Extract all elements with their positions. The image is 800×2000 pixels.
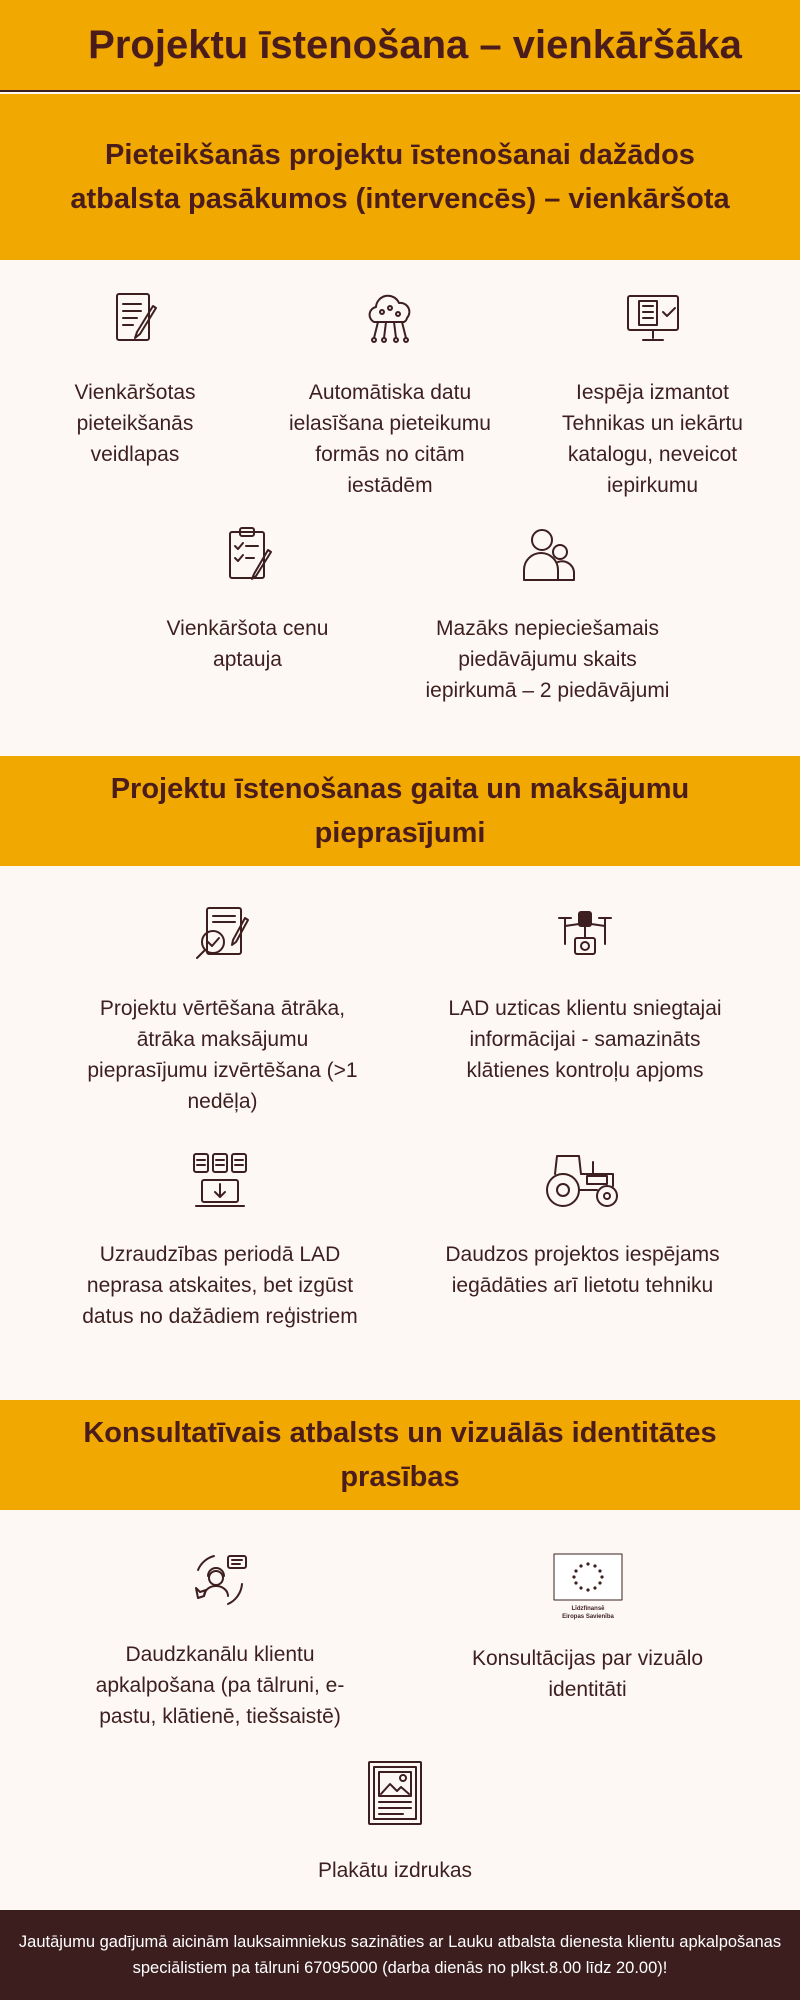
- feature-simplified-forms: [40, 288, 230, 470]
- feature-faster-evaluation: [75, 904, 370, 1117]
- feature-registry-data: [75, 1150, 365, 1332]
- feature-text: Vienkāršotas pieteikšanās veidlapas: [74, 381, 196, 466]
- feature-text: Konsultācijas par vizuālo identitāti: [471, 1647, 704, 1701]
- contact-footer: Jautājumu gadījumā aicinām lauksaimniekus sazināties ar Lauku atbalsta dienesta klientu apkalpošanas speciālistiem pa tālruni 67095000 (darba dienās no plkst.8.00 līdz 20.00)!: [0, 1910, 800, 2000]
- feature-price-survey: [145, 524, 350, 675]
- svg-text:Eiropas Savienība: Eiropas Savienība: [561, 1614, 614, 1620]
- monitor-catalog-icon: [540, 288, 765, 357]
- feature-text: Projektu vērtēšana ātrāka, ātrāka maksājumu pieprasījumu izvērtēšana (>1 nedēļa): [87, 997, 358, 1113]
- feature-fewer-offers: [415, 524, 680, 706]
- eu-flag-logo: [445, 1552, 730, 1633]
- feature-text: Vienkāršota cenu aptauja: [166, 617, 329, 671]
- feature-text: Mazāks nepieciešamais piedāvājumu skaits iepirkumā – 2 piedāvājumi: [425, 617, 670, 702]
- feature-text: Iespēja izmantot Tehnikas un iekārtu katalogu, neveicot iepirkumu: [562, 381, 743, 497]
- feature-text: LAD uzticas klientu sniegtajai informācijai - samazināts klātienes kontroļu apjoms: [448, 997, 722, 1082]
- feature-multichannel-service: [75, 1550, 365, 1732]
- poster-icon: [260, 1760, 530, 1835]
- svg-text:Līdzfinansē: Līdzfinansē: [570, 1606, 605, 1612]
- feature-text: Daudzkanālu klientu apkalpošana (pa tālruni, e-pastu, klātienē, tiešsaistē): [95, 1643, 345, 1728]
- document-review-icon: [75, 904, 370, 973]
- section-heading-consultation: Konsultatīvais atbalsts un vizuālās identitātes prasības: [0, 1400, 800, 1510]
- clipboard-checklist-icon: [145, 524, 350, 593]
- feature-text: Automātiska datu ielasīšana pieteikumu formās no citām iestādēm: [289, 381, 491, 497]
- page-title: Projektu īstenošana – vienkāršāka: [0, 0, 800, 92]
- customer-support-icon: [75, 1550, 365, 1619]
- feature-visual-identity: [445, 1552, 730, 1705]
- feature-auto-data-import: [270, 288, 510, 501]
- feature-poster-prints: [260, 1760, 530, 1886]
- section-heading-application: Pieteikšanās projektu īstenošanai dažādos atbalsta pasākumos (intervencēs) – vienkāršota: [0, 94, 800, 260]
- tractor-icon: [440, 1150, 725, 1219]
- feature-text: Plakātu izdrukas: [317, 1859, 473, 1882]
- section-heading-implementation: Projektu īstenošanas gaita un maksājumu pieprasījumi: [0, 756, 800, 866]
- feature-trust-client-info: [445, 904, 725, 1086]
- users-icon: [415, 524, 680, 593]
- drone-camera-icon: [445, 904, 725, 973]
- cloud-network-icon: [270, 288, 510, 357]
- feature-used-machinery: [440, 1150, 725, 1301]
- document-pen-icon: [40, 288, 230, 357]
- feature-text: Uzraudzības periodā LAD neprasa atskaites, bet izgūst datus no dažādiem reģistriem: [82, 1243, 358, 1328]
- feature-text: Daudzos projektos iespējams iegādāties arī lietotu tehniku: [445, 1243, 720, 1297]
- feature-equipment-catalog: [540, 288, 765, 501]
- laptop-data-icon: [75, 1150, 365, 1219]
